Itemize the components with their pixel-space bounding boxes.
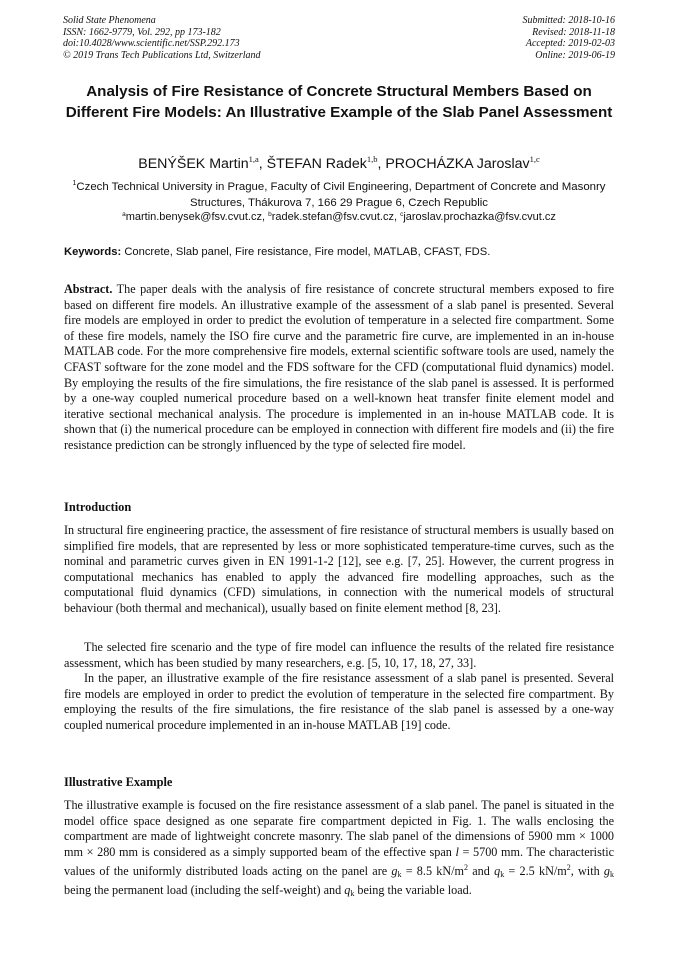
email-link[interactable]: martin.benysek@fsv.cvut.cz [125, 211, 262, 223]
intro-paragraph-2 [64, 640, 614, 671]
intro-paragraph-3-text: In the paper, an illustrative example of the fire resistance assessment of a slab panel is presented. Several fire models are employed in order to predict the evolution of temperature in the selected fire compartment. By employing the results of the fire simulations, the fire resistance of the slab panel is assessed by a one-way coupled numerical procedure implemented in an in-house MATLAB [19] code. [64, 671, 614, 732]
email-sup: c [400, 211, 404, 218]
author-name: BENÝŠEK Martin [138, 156, 249, 172]
author-name: ŠTEFAN Radek [266, 156, 367, 172]
gk-value: = 8.5 kN/m [401, 864, 465, 879]
gk-symbol: g [603, 864, 610, 879]
abstract-text: The paper deals with the analysis of fire resistance of concrete structural members exposed to fire based on different fire models. An illustrative example of the assessment of a slab panel is presented. Several fire models are employed in order to predict the evolution of temperature in a selected fire compartment. Some of these fire models, namely the ISO fire curve and the parametric fire curve, are implemented in an in-house MATLAB code. For the more comprehensive fire models, external scientific software tools are used, namely the CFAST software for the zone model and the FDS software for the CFD (computational fluid dynamics) model. By employing the results of the fire simulations, the fire resistance of the slab panel is assessed. It is performed by a one-way coupled numerical procedure based on a well-known heat transfer finite element model and iterative sectional mechanical analysis. The procedure is implemented in an in-house MATLAB code. It is shown that (i) the numerical procedure can be employed in connection with different fire models and (ii) the fire resistance prediction can be strongly influenced by the type of selected fire model. [64, 282, 615, 452]
date-revised: Revised: 2018-11-18 [532, 26, 615, 38]
journal-issn: ISSN: 1662-9779, Vol. 292, pp 173-182 [63, 26, 221, 38]
date-submitted: Submitted: 2018-10-16 [522, 15, 615, 26]
keywords-text: Concrete, Slab panel, Fire resistance, Fire model, MATLAB, CFAST, FDS. [124, 246, 491, 258]
author-name: PROCHÁZKA Jaroslav [385, 156, 530, 172]
email-sup: a [122, 211, 126, 218]
qk-symbol: q [344, 882, 351, 897]
text-run: . The characteristic values of the uniformly distributed loads acting on the panel are [64, 844, 614, 879]
intro-paragraph-1: In structural fire engineering practice, the assessment of fire resistance of structural members is usually based on simplified fire models, that are represented by less or more sophisticated temperature-time curves, such as the nominal and parametric curves given in EN 1991-1-2 [12], see e.g. [7, 25]. However, the current progress in computational mechanics has enabled to apply the advanced fire modelling approaches, such as the computational fluid dynamics (CFD) simulations, in connection with the numerical models of structural behaviour (both thermal and mechanical), usually based on finite element method [8, 23]. [64, 523, 614, 615]
text-run: , with [570, 864, 604, 879]
text-run: being the variable load. [354, 882, 472, 897]
journal-copyright: © 2019 Trans Tech Publications Ltd, Switzerland [63, 49, 261, 61]
text-run: being the permanent load (including the self-weight) and [64, 882, 345, 897]
span-value: = 5700 mm [458, 844, 520, 859]
abstract-label: Abstract. [64, 282, 113, 296]
affiliation-text: Czech Technical University in Prague, Faculty of Civil Engineering, Department of Concrete and Masonry Structures, Thákurova 7, 166 29 Prague 6, Czech Republic [76, 181, 606, 209]
author-sup: 1,b [366, 154, 378, 164]
qk-symbol: q [494, 864, 501, 879]
author-sup: 1,a [248, 154, 259, 164]
email-link[interactable]: jaroslav.prochazka@fsv.cvut.cz [403, 211, 556, 223]
email-sup: b [268, 211, 272, 218]
qk-subscript: k [350, 888, 355, 898]
unit-exponent: 2 [566, 863, 571, 873]
journal-header-right [523, 15, 616, 61]
email-link[interactable]: radek.stefan@fsv.cvut.cz [271, 211, 394, 223]
date-accepted: Accepted: 2019-02-03 [525, 38, 615, 50]
abstract [64, 282, 614, 454]
span-symbol: l [455, 844, 459, 859]
gk-symbol: g [391, 864, 398, 879]
slab-dimensions: 5900 mm × 1000 mm × 280 mm [64, 829, 615, 859]
text-run: is considered as a simply supported beam of the effective span [137, 844, 456, 859]
text-run: and [468, 864, 495, 879]
intro-paragraph-3 [64, 671, 614, 733]
affiliation [64, 176, 614, 211]
illustrative-paragraph-1 [64, 798, 614, 902]
gk-subscript: k [610, 870, 614, 880]
journal-doi: doi:10.4028/www.scientific.net/SSP.292.173 [63, 38, 240, 50]
text-run: The illustrative example is focused on the fire resistance assessment of a slab panel. The panel is situated in the model office space designed as one separate fire compartment depicted in Fig. 1. The walls enclosing the compartment are made of lightweight concrete masonry. The slab panel of the dimensions of [64, 798, 614, 844]
keywords [64, 245, 614, 259]
date-online: Online: 2019-06-19 [535, 49, 615, 61]
intro-paragraph-2-text: The selected fire scenario and the type of fire model can influence the results of the related fire resistance assessment, which has been studied by many researchers, e.g. [5, 10, 17, 18, 27, 33]. [64, 640, 614, 670]
affiliation-sup: 1 [72, 180, 77, 187]
email-list: $^a$martin.benysek@fsv.cvut.cz, $^b$radek.stefan@fsv.cvut.cz, $^c$jaroslav.prochazka@fsv.cvut.cz [122, 211, 556, 223]
qk-subscript: k [500, 870, 505, 880]
section-heading-introduction: Introduction [64, 500, 132, 514]
keywords-label: Keywords: [64, 246, 122, 258]
journal-name: Solid State Phenomena [63, 15, 156, 26]
section-heading-illustrative-example: Illustrative Example [64, 775, 173, 789]
author-list: BENÝŠEK Martin$^{1,a}$, ŠTEFAN Radek$^{1,b}$, PROCHÁZKA Jaroslav$^{1,c}$ [138, 154, 540, 172]
unit-exponent: 2 [464, 863, 469, 873]
gk-subscript: k [397, 870, 402, 880]
qk-value: = 2.5 kN/m [504, 864, 567, 879]
journal-header-left [63, 15, 261, 61]
paper-title: Analysis of Fire Resistance of Concrete Structural Members Based on Different Fire Models: An Illustrative Example of the Slab Panel Assessment [65, 83, 613, 121]
author-sup: 1,c [529, 154, 540, 164]
